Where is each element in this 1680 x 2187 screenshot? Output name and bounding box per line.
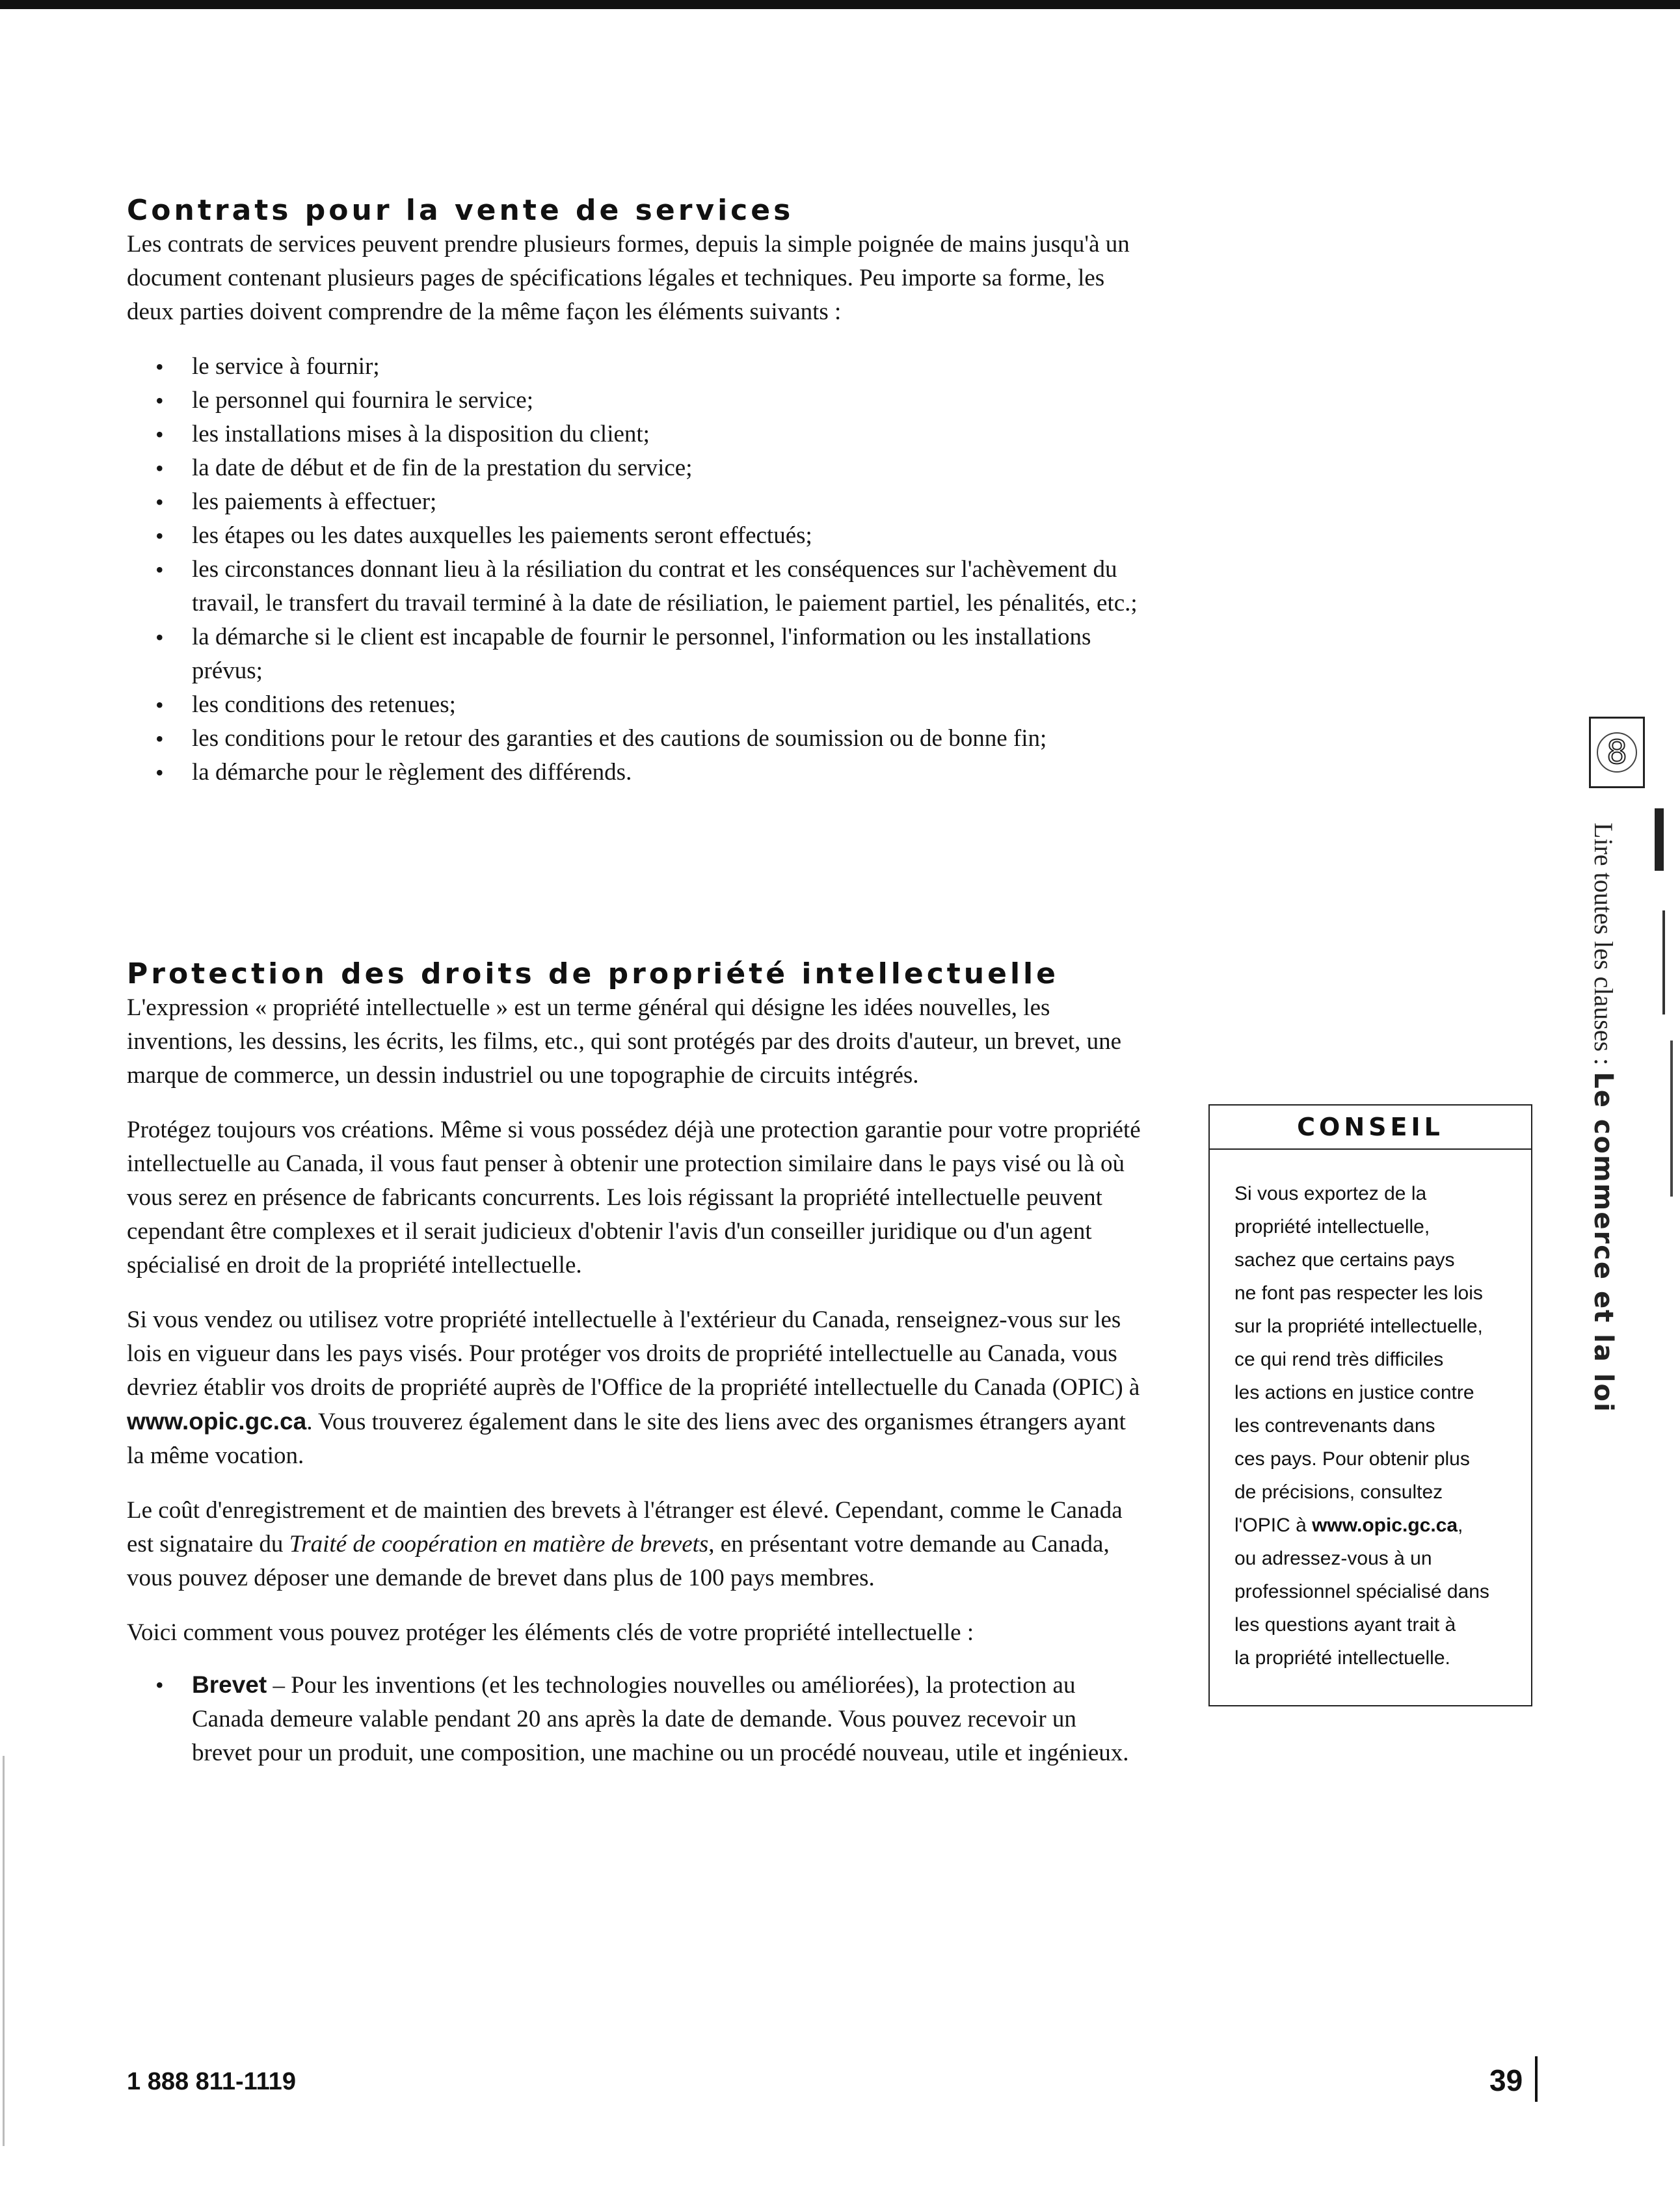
text-run: , en présentant votre demande au Canada, vous pouvez déposer une demande de brevet dans plus de 100 pays membres. (127, 1531, 1110, 1591)
text-run: , (1458, 1515, 1463, 1536)
text-run: – Pour les inventions (et les technologies nouvelles ou améliorées), la protection au Canada demeure valable pendant 20 ans après la date de demande. Vous pouvez recevoir un brevet pour un produit, une composition, une machine ou un procédé nouveau, utile et ingénieux. (192, 1672, 1129, 1766)
bullet-list (127, 1668, 1141, 1770)
top-rule (0, 0, 1680, 9)
conseil-line: les questions ayant trait à (1234, 1614, 1456, 1636)
conseil-line: les actions en justice contre (1234, 1382, 1474, 1403)
list-item: • les paiements à effectuer; (127, 485, 1141, 519)
conseil-line: professionnel spécialisé dans (1234, 1581, 1489, 1602)
footer-phone: 1 888 811-1119 (127, 2068, 296, 2095)
section-heading: Protection des droits de propriété intellectuelle (127, 957, 1059, 990)
text-run: Le coût d'enregistrement et de maintien des brevets à l'étranger est élevé. Cependant, comme le Canada est signataire du (127, 1497, 1123, 1557)
paragraph: Protégez toujours vos créations. Même si vous possédez déjà une protection garantie pour votre propriété intellectuelle au Canada, il vous faut penser à obtenir une protection similaire dans le pays visé ou là où vous serez en présence de fabricants concurrents. Les lois régissant la propriété intellectuelle peuvent cependant être complexes et il serait judicieux d'obtenir l'avis d'un conseiller juridique ou d'un agent spécialisé en droit de la propriété intellectuelle. (127, 1117, 1141, 1279)
treaty-title: Traité de coopération en matière de brevets (289, 1531, 709, 1557)
bullet-list (127, 350, 1141, 789)
list-item: • la démarche si le client est incapable de fournir le personnel, l'information ou les installations prévus; (127, 620, 1141, 688)
conseil-line: ou adressez-vous à un (1234, 1548, 1432, 1569)
bullet-term: Brevet (192, 1671, 267, 1698)
list-item (127, 1668, 1141, 1770)
paragraph: Les contrats de services peuvent prendre plusieurs formes, depuis la simple poignée de mains jusqu'à un document contenant plusieurs pages de spécifications légales et techniques. Peu importe sa forme, les deux parties doivent comprendre de la même façon les éléments suivants : (127, 231, 1130, 325)
conseil-line: ces pays. Pour obtenir plus (1234, 1448, 1470, 1470)
conseil-line (1234, 1509, 1531, 1542)
section-contrats-services (127, 194, 1141, 789)
conseil-box (1208, 1104, 1532, 1706)
section-propriete-intellectuelle (127, 957, 1141, 1770)
conseil-line: de précisions, consultez (1234, 1481, 1443, 1503)
opic-link[interactable]: www.opic.gc.ca (127, 1408, 307, 1435)
paragraph (127, 1303, 1141, 1473)
opic-link[interactable]: www.opic.gc.ca (1312, 1515, 1458, 1536)
conseil-line: propriété intellectuelle, (1234, 1216, 1430, 1238)
chapter-title-part1: Lire toutes les clauses : (1589, 823, 1618, 1072)
list-item: • les conditions des retenues; (127, 688, 1141, 722)
conseil-line: Si vous exportez de la (1234, 1183, 1427, 1204)
list-item: • la date de début et de fin de la prestation du service; (127, 451, 1141, 485)
paragraph (127, 1494, 1141, 1595)
conseil-line: sur la propriété intellectuelle, (1234, 1316, 1483, 1337)
section-heading: Contrats pour la vente de services (127, 194, 794, 227)
chapter-title-part2: Le commerce et la loi (1588, 1072, 1618, 1413)
side-marker (1670, 1040, 1673, 1197)
text-run: Si vous vendez ou utilisez votre propriété intellectuelle à l'extérieur du Canada, renseignez-vous sur les lois en vigueur dans les pays visés. Pour protéger vos droits de propriété intellectuelle au Canada, vous devriez établir vos droits de propriété auprès de l'Office de la propriété intellectuelle du Canada (OPIC) à (127, 1306, 1140, 1401)
paragraph: L'expression « propriété intellectuelle » est un terme général qui désigne les idées nouvelles, les inventions, les dessins, les écrits, les films, etc., qui sont protégés par des droits d'auteur, un brevet, une marque de commerce, un dessin industriel ou une topographie de circuits intégrés. (127, 994, 1122, 1089)
list-item: • les conditions pour le retour des garanties et des cautions de soumission ou de bonne fin; (127, 722, 1141, 756)
conseil-body (1210, 1150, 1531, 1675)
list-item: • les étapes ou les dates auxquelles les paiements seront effectués; (127, 519, 1141, 553)
page-number-rule (1535, 2056, 1538, 2102)
list-item: • le personnel qui fournira le service; (127, 384, 1141, 418)
page-number: 39 (1489, 2063, 1523, 2097)
chapter-title (1580, 823, 1626, 1413)
conseil-line: ce qui rend très difficiles (1234, 1349, 1444, 1370)
side-marker (1655, 808, 1664, 871)
page-edge (3, 1756, 5, 2146)
list-item: • les circonstances donnant lieu à la résiliation du contrat et les conséquences sur l'achèvement du travail, le transfert du travail terminé à la date de résiliation, le paiement partiel, les pénalités, etc.; (127, 553, 1141, 620)
list-item: • le service à fournir; (127, 350, 1141, 384)
text-run: l'OPIC à (1234, 1515, 1313, 1536)
conseil-title: CONSEIL (1210, 1106, 1531, 1150)
conseil-line: la propriété intellectuelle. (1234, 1647, 1450, 1669)
side-marker (1662, 910, 1665, 1014)
list-item: • la démarche pour le règlement des différends. (127, 756, 1141, 789)
paragraph: Voici comment vous pouvez protéger les éléments clés de votre propriété intellectuelle : (127, 1619, 974, 1646)
conseil-line: les contrevenants dans (1234, 1415, 1435, 1437)
chapter-number: 8 (1597, 732, 1637, 773)
list-item: • les installations mises à la disposition du client; (127, 418, 1141, 451)
chapter-tab (1589, 717, 1645, 788)
text-run: . Vous trouverez également dans le site des liens avec des organismes étrangers ayant la même vocation. (127, 1409, 1126, 1469)
conseil-line: ne font pas respecter les lois (1234, 1282, 1483, 1304)
conseil-line: sachez que certains pays (1234, 1249, 1455, 1271)
